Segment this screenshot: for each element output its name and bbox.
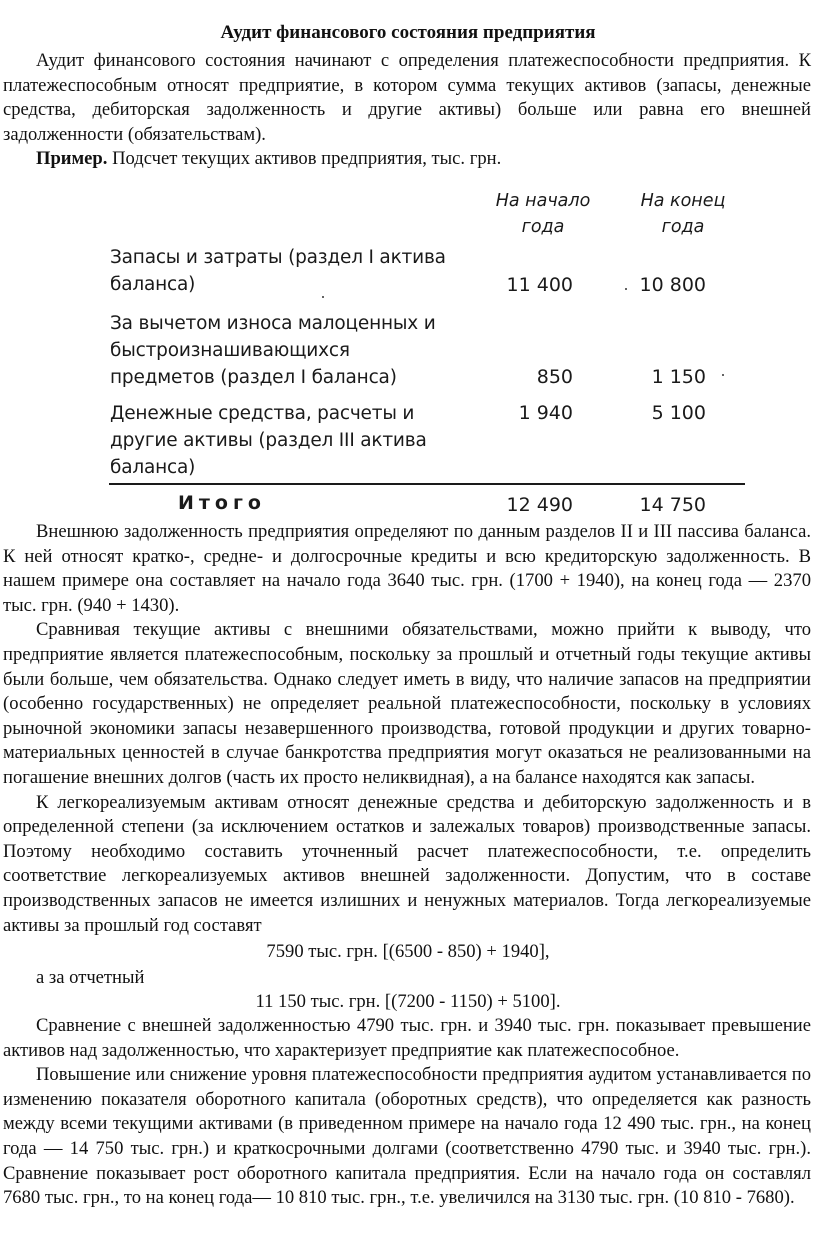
external-debt-paragraph: Внешнюю задолженность предприятия определяют по данным разделов II и III пассива баланса. К ней относят кратко-, средне- и долгосрочные кредиты и всю кредиторскую задолженность. В нашем примере она составляет на начало года 3640 тыс. грн. (1700 + 1940), на конец года — 2370 тыс. грн. (940 + 1430). [3, 521, 811, 616]
column-header-start: На начало года [495, 191, 591, 237]
liquid-assets-paragraph: К легкореализуемым активам относят денежные средства и дебиторскую задолженность и в определенной степени (за исключением остатков и залежалых товаров) производственные запасы. Поэтому необходимо составить уточненный расчет платежеспособности, т.е. определить соответствие легкореализуемых активов внешней задолженности. Допустим, что в составе производственных запасов не имеется излишних и ненужных материалов. Тогда легкореализуемые активы за прошлый год составят [3, 791, 811, 936]
body-paragraphs-1 [3, 520, 811, 938]
intro-paragraph: Аудит финансового состояния начинают с определения платежеспособности предприятия. К платежеспособным относят предприятие, в котором сумма текущих активов (запасы, денежные средства, дебиторская задолженность и другие активы) больше или равна его внешней задолженности (обязательствам). [3, 50, 811, 145]
formula-separator: а за отчетный [36, 967, 145, 988]
example-line [3, 147, 811, 172]
scan-speck [722, 374, 724, 376]
row-wear-end: 1 150 [651, 366, 706, 388]
row-inventory-end: 10 800 [639, 274, 706, 296]
row-label-cash: Денежные средства, расчеты и другие активы (раздел III актива баланса) [110, 403, 427, 478]
scan-speck [322, 296, 324, 298]
row-wear-start: 850 [536, 366, 573, 388]
formula-current-year: 11 150 тыс. грн. [(7200 - 1150) + 5100]. [255, 991, 561, 1012]
intro-paragraph-block [3, 49, 811, 172]
total-start: 12 490 [506, 494, 573, 516]
row-inventory-start: 11 400 [506, 274, 573, 296]
row-cash-start: 1 940 [518, 402, 573, 424]
total-label: Итого [178, 492, 266, 514]
column-header-end: На конец года [640, 191, 726, 237]
scan-speck [625, 288, 627, 290]
example-label: Пример. [36, 148, 108, 170]
formula-last-year: 7590 тыс. грн. [(6500 - 850) + 1940], [266, 941, 550, 962]
row-cash-end: 5 100 [651, 402, 706, 424]
excess-paragraph: Сравнение с внешней задолженностью 4790 тыс. грн. и 3940 тыс. грн. показывает превышение активов над задолженностью, что характеризует предприятие как платежеспособное. [3, 1015, 811, 1061]
body-paragraphs-2 [3, 1014, 811, 1211]
comparison-paragraph: Сравнивая текущие активы с внешними обязательствами, можно прийти к выводу, что предприятие является платежеспособным, поскольку за прошлый и отчетный годы текущие активы были больше, чем обязательства. Однако следует иметь в виду, что наличие запасов на предприятии (особенно государственных) не определяет реальной платежеспособности, поскольку в условиях рыночной экономики запасы незавершенного производства, готовой продукции и других товарно-материальных ценностей в случае банкротства предприятия могут оказаться не реализованными на погашение внешних долгов (часть их просто неликвидная), а на балансе находятся как запасы. [3, 619, 811, 788]
current-assets-table [0, 180, 816, 520]
table-total-rule [109, 483, 745, 485]
growth-paragraph: Повышение или снижение уровня платежеспособности предприятия аудитом устанавливается по изменению показателя оборотного капитала (оборотных средств), что определяется как разность между всеми текущими активами (в приведенном примере на начало года 12 490 тыс. грн., на конец года — 14 750 тыс. грн.) и краткосрочными долгами (соответственно 4790 тыс. и 3940 тыс. грн.). Сравнение показывает рост оборотного капитала предприятия. Если на начало года он составлял 7680 тыс. грн., то на конец года— 10 810 тыс. грн., т.е. увеличился на 3130 тыс. грн. (10 810 - 7680). [3, 1064, 811, 1209]
row-label-wear: За вычетом износа малоценных и быстроизнашивающихся предметов (раздел I баланса) [110, 313, 436, 388]
example-text: Подсчет текущих активов предприятия, тыс. грн. [107, 148, 502, 170]
document-title: Аудит финансового состояния предприятия [220, 22, 596, 43]
total-end: 14 750 [639, 494, 706, 516]
row-label-inventory: Запасы и затраты (раздел I актива баланса) [110, 247, 446, 295]
